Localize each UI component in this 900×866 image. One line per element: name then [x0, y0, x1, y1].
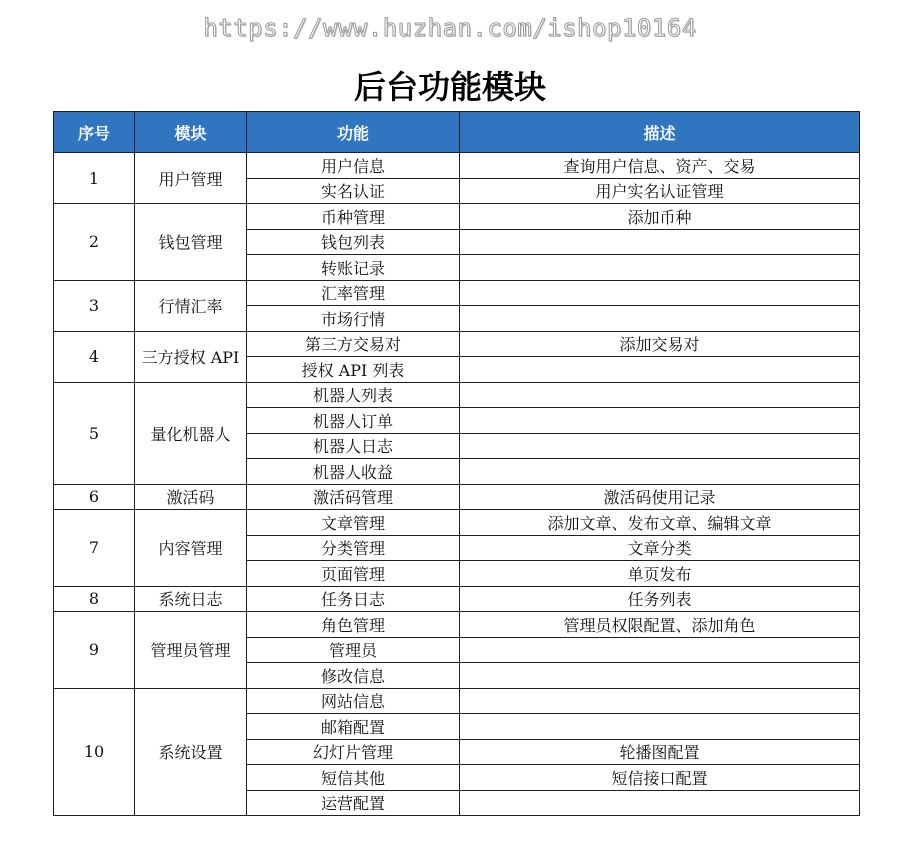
feature-cell: 网站信息 — [247, 688, 460, 714]
module-number: 3 — [54, 280, 135, 331]
description-cell — [460, 459, 860, 485]
description-cell: 单页发布 — [460, 561, 860, 587]
module-name: 钱包管理 — [135, 204, 247, 281]
module-name: 三方授权 API — [135, 331, 247, 382]
table-row — [54, 484, 860, 510]
description-cell: 添加币种 — [460, 204, 860, 230]
module-name: 行情汇率 — [135, 280, 247, 331]
description-cell — [460, 280, 860, 306]
feature-cell: 币种管理 — [247, 204, 460, 230]
table-row — [54, 612, 860, 638]
feature-cell: 机器人列表 — [247, 382, 460, 408]
description-cell: 添加文章、发布文章、编辑文章 — [460, 510, 860, 536]
feature-cell: 邮箱配置 — [247, 714, 460, 740]
table-row — [54, 586, 860, 612]
description-cell — [460, 663, 860, 689]
feature-cell: 第三方交易对 — [247, 331, 460, 357]
table-row — [54, 382, 860, 408]
module-name: 激活码 — [135, 484, 247, 510]
description-cell: 轮播图配置 — [460, 739, 860, 765]
description-cell — [460, 688, 860, 714]
module-name: 系统设置 — [135, 688, 247, 816]
module-number: 4 — [54, 331, 135, 382]
feature-cell: 文章管理 — [247, 510, 460, 536]
document-title: 后台功能模块 — [353, 68, 546, 106]
description-cell — [460, 382, 860, 408]
description-cell — [460, 306, 860, 332]
header-description: 描述 — [460, 112, 860, 153]
feature-cell: 运营配置 — [247, 790, 460, 816]
module-name: 用户管理 — [135, 153, 247, 204]
module-name: 内容管理 — [135, 510, 247, 587]
feature-cell: 机器人日志 — [247, 433, 460, 459]
module-number: 8 — [54, 586, 135, 612]
description-cell: 文章分类 — [460, 535, 860, 561]
feature-cell: 机器人收益 — [247, 459, 460, 485]
feature-cell: 管理员 — [247, 637, 460, 663]
module-number: 7 — [54, 510, 135, 587]
description-cell: 激活码使用记录 — [460, 484, 860, 510]
description-cell: 管理员权限配置、添加角色 — [460, 612, 860, 638]
description-cell — [460, 433, 860, 459]
header-number: 序号 — [54, 112, 135, 153]
module-name: 管理员管理 — [135, 612, 247, 689]
table-header-row — [54, 112, 860, 153]
feature-cell: 机器人订单 — [247, 408, 460, 434]
table-row — [54, 331, 860, 357]
feature-cell: 页面管理 — [247, 561, 460, 587]
module-name: 量化机器人 — [135, 382, 247, 484]
module-number: 1 — [54, 153, 135, 204]
feature-cell: 角色管理 — [247, 612, 460, 638]
description-cell — [460, 637, 860, 663]
table-row — [54, 510, 860, 536]
header-feature: 功能 — [247, 112, 460, 153]
module-number: 9 — [54, 612, 135, 689]
table-row — [54, 153, 860, 179]
module-number: 6 — [54, 484, 135, 510]
feature-cell: 激活码管理 — [247, 484, 460, 510]
feature-cell: 修改信息 — [247, 663, 460, 689]
description-cell — [460, 255, 860, 281]
module-number: 10 — [54, 688, 135, 816]
feature-cell: 市场行情 — [247, 306, 460, 332]
description-cell: 用户实名认证管理 — [460, 178, 860, 204]
description-cell — [460, 229, 860, 255]
description-cell — [460, 714, 860, 740]
header-module: 模块 — [135, 112, 247, 153]
feature-cell: 分类管理 — [247, 535, 460, 561]
feature-cell: 汇率管理 — [247, 280, 460, 306]
description-cell: 添加交易对 — [460, 331, 860, 357]
description-cell — [460, 790, 860, 816]
table-row — [54, 688, 860, 714]
feature-cell: 用户信息 — [247, 153, 460, 179]
module-table — [53, 111, 860, 816]
feature-cell: 短信其他 — [247, 765, 460, 791]
table-body — [54, 153, 860, 816]
table-row — [54, 204, 860, 230]
module-number: 2 — [54, 204, 135, 281]
feature-cell: 转账记录 — [247, 255, 460, 281]
watermark-url: https://www.huzhan.com/ishop10164 — [203, 14, 697, 42]
feature-cell: 授权 API 列表 — [247, 357, 460, 383]
table-row — [54, 280, 860, 306]
feature-cell: 钱包列表 — [247, 229, 460, 255]
feature-cell: 幻灯片管理 — [247, 739, 460, 765]
description-cell: 任务列表 — [460, 586, 860, 612]
feature-cell: 实名认证 — [247, 178, 460, 204]
feature-cell: 任务日志 — [247, 586, 460, 612]
description-cell — [460, 357, 860, 383]
module-name: 系统日志 — [135, 586, 247, 612]
description-cell: 查询用户信息、资产、交易 — [460, 153, 860, 179]
module-number: 5 — [54, 382, 135, 484]
description-cell — [460, 408, 860, 434]
description-cell: 短信接口配置 — [460, 765, 860, 791]
